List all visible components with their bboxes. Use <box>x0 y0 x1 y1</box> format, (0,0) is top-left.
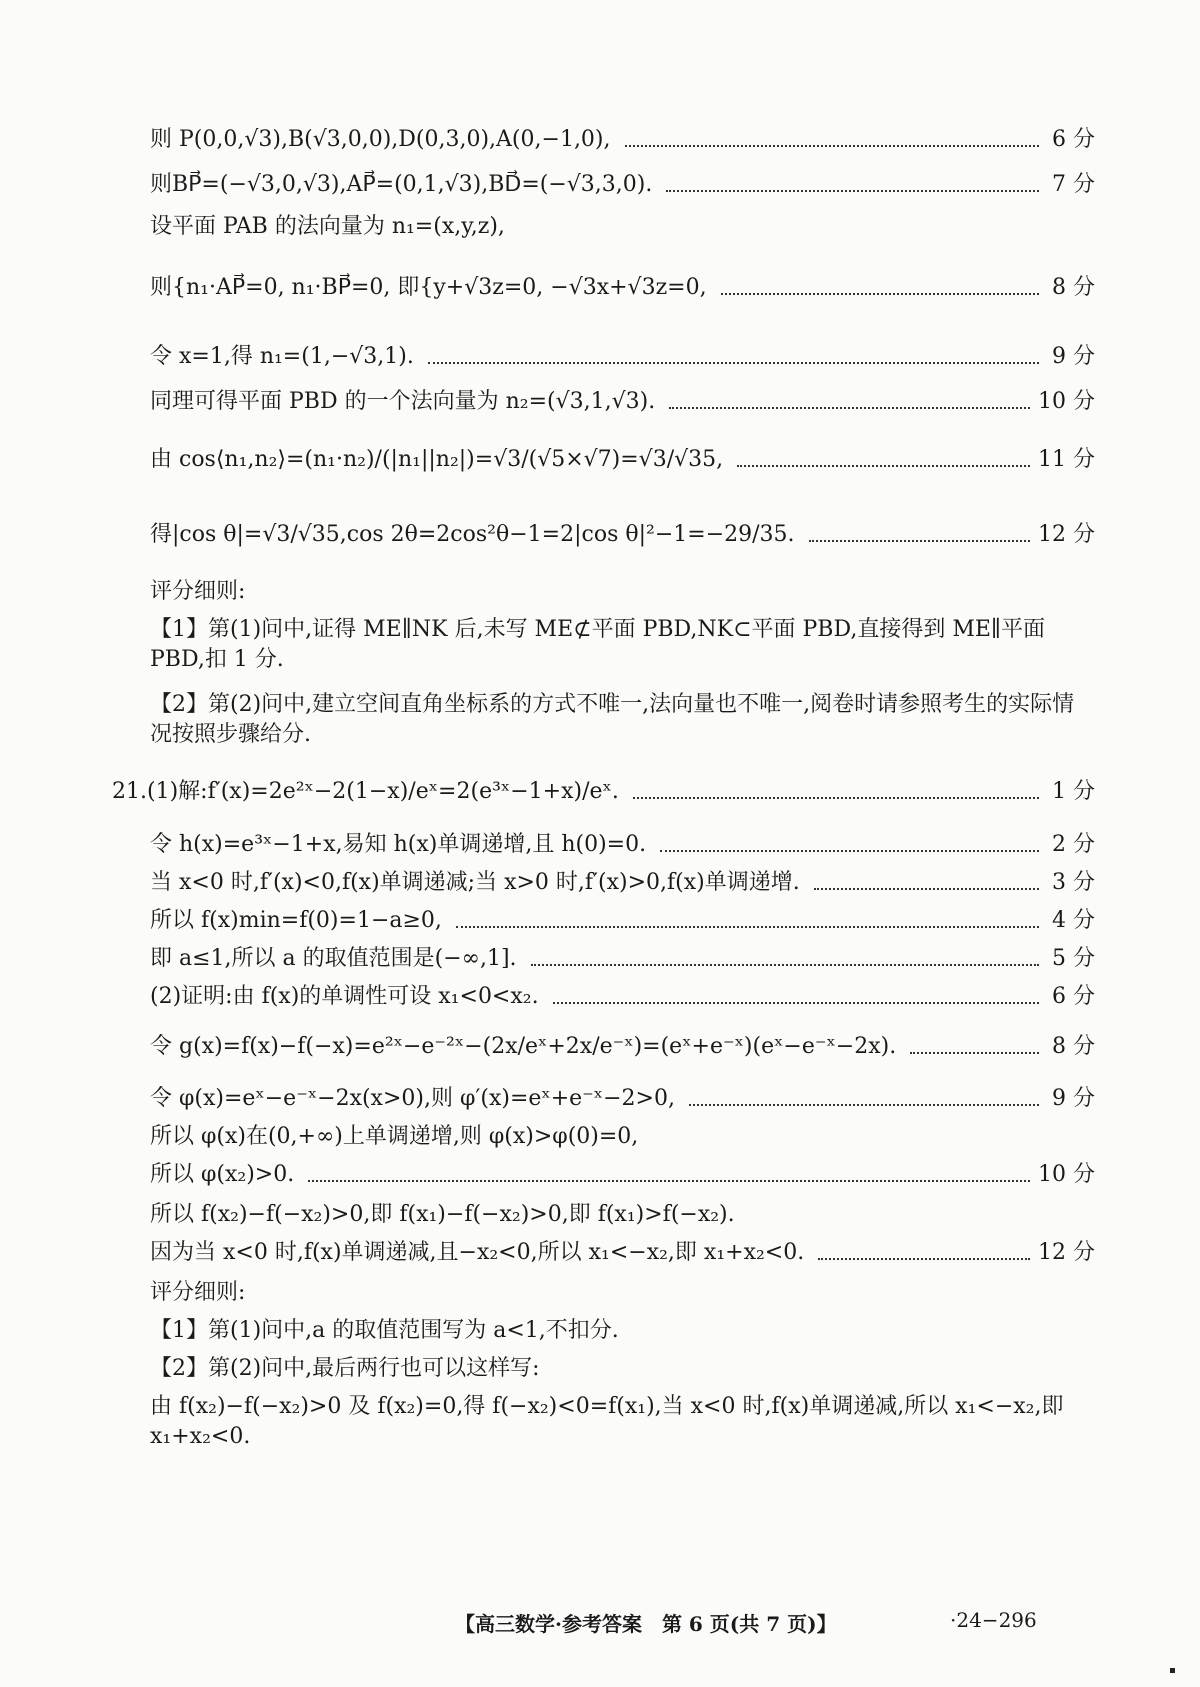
solution-line <box>150 982 1095 1012</box>
score-label: 1 分 <box>1052 779 1095 804</box>
score-label: 3 分 <box>1052 870 1095 895</box>
line-text: 令 h(x)=e³ˣ−1+x,易知 h(x)单调递增,且 h(0)=0. <box>150 832 647 857</box>
leader-dots <box>814 888 1039 890</box>
score-label: 2 分 <box>1052 832 1095 857</box>
line-text: 则BP⃗=(−√3,0,√3),AP⃗=(0,1,√3),BD⃗=(−√3,3,0). <box>150 172 653 197</box>
score-label: 10 分 <box>1038 1162 1095 1187</box>
line-text: 所以 f(x₂)−f(−x₂)>0,即 f(x₁)−f(−x₂)>0,即 f(x₁)>f(−x₂). <box>150 1202 735 1227</box>
leader-dots <box>910 1052 1039 1054</box>
line-text: 则{n₁·AP⃗=0, n₁·BP⃗=0, 即{y+√3z=0, −√3x+√3z=0, <box>150 275 707 300</box>
score-label: 6 分 <box>1052 127 1095 152</box>
score-label: 8 分 <box>1052 1034 1095 1059</box>
score-label: 7 分 <box>1052 172 1095 197</box>
score-label: 5 分 <box>1052 946 1095 971</box>
solution-line <box>150 445 1095 475</box>
solution-line <box>150 830 1095 860</box>
rubric-item: 由 f(x₂)−f(−x₂)>0 及 f(x₂)=0,得 f(−x₂)<0=f(x₁),当 x<0 时,f(x)单调递减,所以 x₁<−x₂,即 x₁+x₂<0. <box>150 1394 1064 1449</box>
leader-dots <box>531 964 1039 966</box>
line-text: 评分细则: <box>150 579 246 604</box>
solution-line <box>150 1084 1095 1114</box>
score-label: 12 分 <box>1038 1240 1095 1265</box>
score-label: 9 分 <box>1052 1086 1095 1111</box>
line-text: 令 x=1,得 n₁=(1,−√3,1). <box>150 344 414 369</box>
leader-dots <box>737 465 1030 467</box>
solution-line <box>150 1122 1095 1152</box>
leader-dots <box>669 407 1030 409</box>
line-text: 令 φ(x)=eˣ−e⁻ˣ−2x(x>0),则 φ′(x)=eˣ+e⁻ˣ−2>0, <box>150 1086 675 1111</box>
line-text: 令 g(x)=f(x)−f(−x)=e²ˣ−e⁻²ˣ−(2x/eˣ+2x/e⁻ˣ)=(eˣ+e⁻ˣ)(eˣ−e⁻ˣ−2x). <box>150 1034 897 1059</box>
solution-line <box>112 777 1095 807</box>
leader-dots <box>660 850 1039 852</box>
line-text: (2)证明:由 f(x)的单调性可设 x₁<0<x₂. <box>150 984 539 1009</box>
solution-line <box>150 342 1095 372</box>
leader-dots <box>625 145 1039 147</box>
leader-dots <box>721 293 1039 295</box>
line-text: 【2】第(2)问中,最后两行也可以这样写: <box>150 1356 540 1381</box>
solution-line <box>150 906 1095 936</box>
leader-dots <box>689 1104 1039 1106</box>
leader-dots <box>428 362 1039 364</box>
score-label: 8 分 <box>1052 275 1095 300</box>
rubric-item <box>150 1316 1095 1346</box>
line-text: 设平面 PAB 的法向量为 n₁=(x,y,z), <box>150 214 505 239</box>
footer-title: 【高三数学·参考答案 第 6 页(共 7 页)】 <box>455 1612 837 1636</box>
line-text: 因为当 x<0 时,f(x)单调递减,且−x₂<0,所以 x₁<−x₂,即 x₁+x₂<0. <box>150 1240 805 1265</box>
footer-code: ·24−296 <box>950 1608 1037 1632</box>
solution-line <box>150 1200 1095 1230</box>
line-text: 即 a≤1,所以 a 的取值范围是(−∞,1]. <box>150 946 517 971</box>
rubric-heading <box>150 1278 1095 1308</box>
solution-line <box>150 387 1095 417</box>
line-text: 同理可得平面 PBD 的一个法向量为 n₂=(√3,1,√3). <box>150 389 656 414</box>
line-text: 所以 φ(x)在(0,+∞)上单调递增,则 φ(x)>φ(0)=0, <box>150 1124 639 1149</box>
score-label: 12 分 <box>1038 522 1095 547</box>
solution-line <box>150 170 1095 200</box>
solution-line <box>150 868 1095 898</box>
solution-line <box>150 1160 1095 1190</box>
line-text: 【1】第(1)问中,a 的取值范围写为 a<1,不扣分. <box>150 1318 619 1343</box>
solution-line <box>150 125 1095 155</box>
score-label: 11 分 <box>1038 447 1095 472</box>
line-text: 21.(1)解:f′(x)=2e²ˣ−2(1−x)/eˣ=2(e³ˣ−1+x)/eˣ. <box>112 779 619 804</box>
rubric-item <box>150 1354 1095 1384</box>
rubric-item: 【2】第(2)问中,建立空间直角坐标系的方式不唯一,法向量也不唯一,阅卷时请参照考生的实际情况按照步骤给分. <box>150 692 1075 747</box>
leader-dots <box>553 1002 1039 1004</box>
solution-line <box>150 520 1095 550</box>
leader-dots <box>633 797 1039 799</box>
solution-line <box>150 258 1095 318</box>
leader-dots <box>809 540 1030 542</box>
line-text: 得|cos θ|=√3/√35,cos 2θ=2cos²θ−1=2|cos θ|²−1=−29/35. <box>150 522 795 547</box>
solution-line <box>150 212 1095 242</box>
score-label: 4 分 <box>1052 908 1095 933</box>
leader-dots <box>666 190 1039 192</box>
solution-line <box>150 1238 1095 1268</box>
rubric-item: 【1】第(1)问中,证得 ME∥NK 后,未写 ME⊄平面 PBD,NK⊂平面 PBD,直接得到 ME∥平面 PBD,扣 1 分. <box>150 617 1046 672</box>
corner-mark <box>1170 1668 1175 1673</box>
rubric-heading <box>150 577 1095 607</box>
solution-line <box>150 944 1095 974</box>
line-text: 评分细则: <box>150 1280 246 1305</box>
line-text: 则 P(0,0,√3),B(√3,0,0),D(0,3,0),A(0,−1,0), <box>150 127 611 152</box>
leader-dots <box>818 1258 1030 1260</box>
solution-line <box>150 1032 1095 1062</box>
line-text: 所以 f(x)min=f(0)=1−a≥0, <box>150 908 442 933</box>
score-label: 10 分 <box>1038 389 1095 414</box>
score-label: 9 分 <box>1052 344 1095 369</box>
line-text: 所以 φ(x₂)>0. <box>150 1162 295 1187</box>
leader-dots <box>456 926 1039 928</box>
score-label: 6 分 <box>1052 984 1095 1009</box>
line-text: 当 x<0 时,f′(x)<0,f(x)单调递减;当 x>0 时,f′(x)>0,f(x)单调递增. <box>150 870 800 895</box>
leader-dots <box>308 1180 1030 1182</box>
line-text: 由 cos⟨n₁,n₂⟩=(n₁·n₂)/(|n₁||n₂|)=√3/(√5×√7)=√3/√35, <box>150 447 724 472</box>
